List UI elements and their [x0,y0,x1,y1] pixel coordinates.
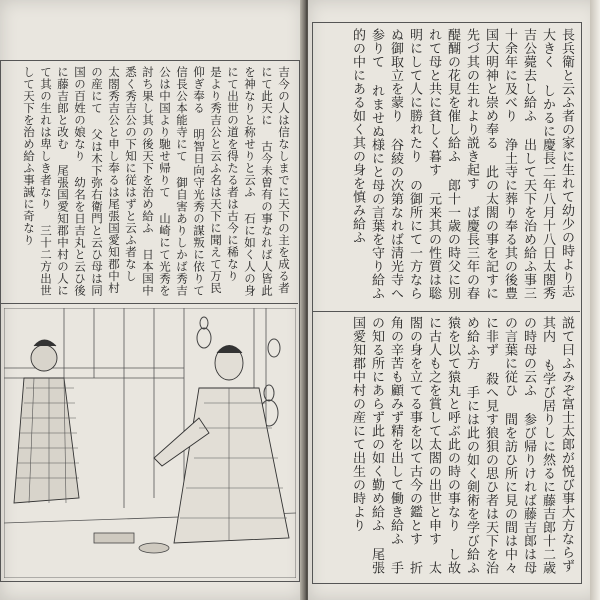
page-edge [590,0,600,600]
right-upper-column: 谷綾の次第なれば清光寺へ参りて [369,28,403,300]
right-upper-column: 浄土寺に葬り奉る其の後豊国大明神と崇め奉る [483,28,517,300]
right-upper-column: 出して天下を治め給ふ事三十余年に及べり [502,28,536,300]
left-column: 御自害ありしかば秀吉公は中国より馳せ帰りて [158,66,189,297]
left-column: 三十二方出世して天下を治め給ふ事誠に奇なり [22,66,53,297]
left-column: 日本国中悉く秀吉公の下知に従はずと云ふ者なし [124,66,155,297]
left-column: 尾張国愛知郡中村の人にて其の生れは卑しき者なり [39,66,70,297]
woodblock-illustration [4,308,296,578]
right-upper-column: 郎十一歳の時父に別れて母と共に貧しく暮す [426,28,460,300]
right-lower-column: も学び居りしに然るに藤吉郎十二歳の時母の云ふ [521,316,555,575]
right-lower-column: 殺へ見す狼狽の思ひ者は天下を治め給ふ方 [464,316,498,575]
left-column: 吉今の人は信なしまでに天下の主を成る者にて此天に [260,66,291,294]
right-lower-column: 猿を以て猿丸と呼ぶ此の時の事なり [445,316,460,532]
right-lower-column: 折角の辛苦も顧みず精を出して働き給ふ [388,316,422,575]
right-lower-column: 手の知る所にあらず此の如く勤め給ふ [369,316,403,575]
right-upper-column: の御所にて一方ならぬ御取立を蒙り [388,28,422,300]
right-upper-column: しかるに慶長二年八月十八日太閤秀吉公薨去し給ふ [521,28,555,300]
left-column: 山崎にて光秀を討ち果し其の後天下を治め給ふ [141,66,172,297]
left-column: 是より秀吉公と云ふ名は天下に聞えて万民仰ぎ奉る [192,66,223,294]
right-page-divider [312,311,580,312]
left-text-block [6,66,292,302]
right-upper-column: 長兵衛と云ふ者の家に生れて幼少の時より志大きく [540,28,574,298]
right-lower-column: 太閤の身を立てる事を以て古今の鑑とす [407,316,441,575]
right-lower-column: し故に古人も之を賞して太閤の出世と申す [426,316,460,575]
right-lower-column: 間を訪ひ所に見の間は中々に非ず [483,316,517,575]
left-column: 古今未曽有の事なれば人皆此を神なりと称せりと云ふ [243,66,274,297]
right-lower-column: 説て曰ふみぞ富士太郎が悦び事大方ならず其内 [540,316,574,573]
left-column: 太閤秀吉公と申し奉るは尾張国愛知郡中村の産にて [90,66,121,294]
right-upper-text-block [316,28,576,306]
illustration-svg [4,308,296,578]
left-column: 父は木下弥右衛門と云ひ母は同国の百姓の娘なり [73,66,104,297]
right-upper-column: 的の中にある如く其の身を慎み給ふ [350,28,365,244]
right-lower-column: 参び帰りければ藤吉郎は母の言葉に従ひ [502,316,536,575]
left-text-illustration-divider [0,303,298,304]
right-upper-column: れませぬ様にと母の言葉を守り給ふ [369,84,384,300]
left-column: 石に如く人の身にて出世の道を得たる者は古今に稀なり [226,66,257,297]
right-lower-column: 手には此の如く剣術を学び給ふ [464,385,479,575]
left-column: 幼名を日吉丸と云ひ後に藤吉郎と改む [56,66,87,297]
right-lower-text-block [316,316,576,578]
right-upper-column: 此の太閤の事を記すに先づ其の生れより説き起す [464,28,498,300]
left-column: 明智日向守光秀の謀叛に依りて信長公本能寺にて [175,66,206,297]
right-lower-column: 尾張国愛知郡中村の産にて出生の時より [350,316,384,575]
right-upper-column: 元来其の性質は聡明にして人に勝れたり [407,28,441,300]
right-upper-column: ば慶長三年の春醍醐の花見を催し給ふ [445,28,479,300]
